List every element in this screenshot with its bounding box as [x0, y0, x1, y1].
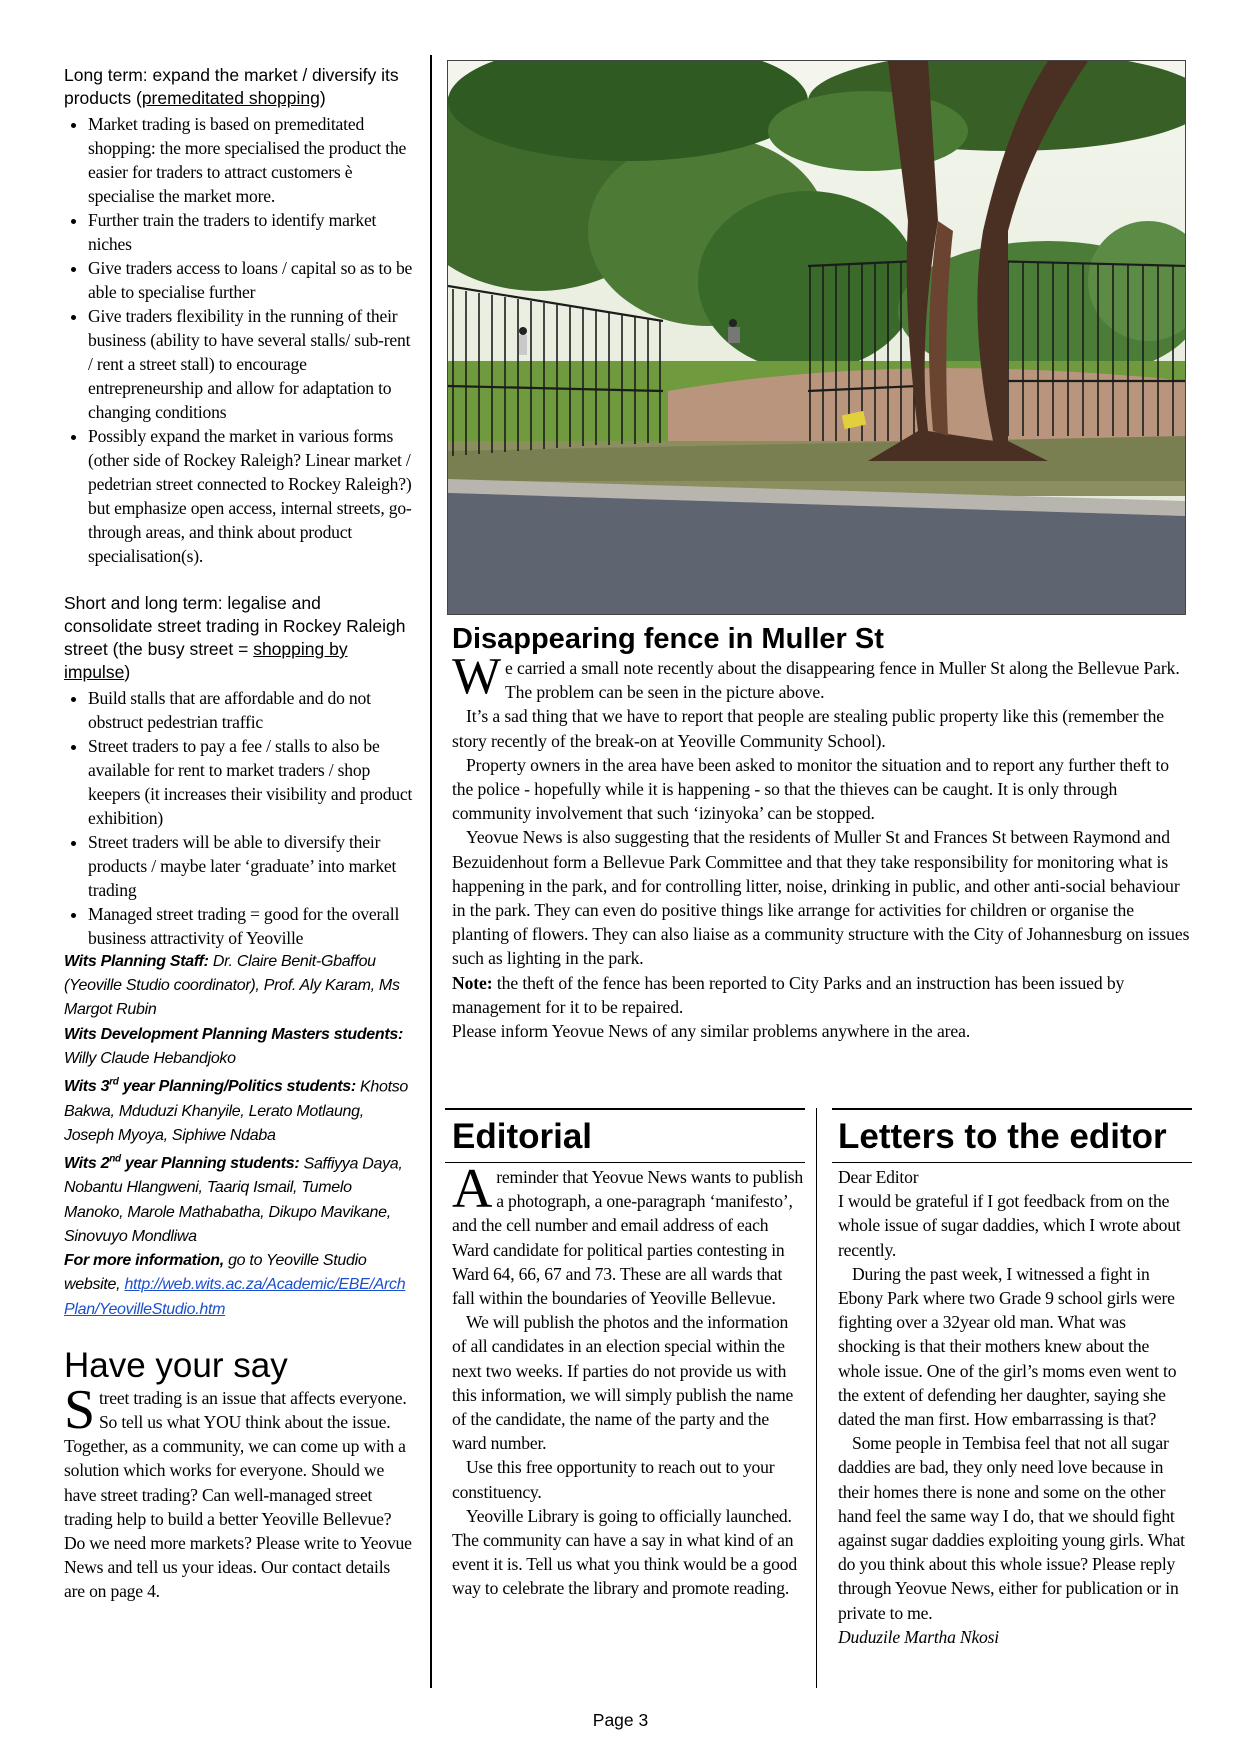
have-your-say-text: Street trading is an issue that affects everyone. So tell us what YOU think about the issue. Together, as a community, we can come up with a solution which works for everyone. Should we have street trading? Can well-managed street trading help to build a better Yeoville Bellevue? Do we need more markets? Please write to Yeovue News and tell us your ideas. Our contact details are on page 4. — [64, 1378, 412, 1602]
legalise-street-trading-heading: Short and long term: legalise and consolidate street trading in Rockey Raleigh street (the busy street = shopping by impulse) — [64, 593, 406, 682]
credits-block: Wits Planning Staff: Dr. Claire Benit-Gbaffou (Yeoville Studio coordinator), Prof. Aly Karam, Ms Margot Rubin Wits Development Planning Masters students: Willy Claude Hebandjoko Wits 3rd year Planning/Politics students: Khotso Bakwa, Mduduzi Khanyile, Lerato Motlaung, Joseph Myoya, Siphiwe Ndaba Wits 2nd year Planning students: Saffiyya Daya, Nobantu Hlangweni, Taariq Ismail, Tumelo Manoko, Marole Mathabatha, Dikupo Mavikane, Sinovuyo Mondliwa For more information, go to Yeoville Studio website, http://web.wits.ac.za/Academic/EBE/ArchPlan/YeovilleStudio.htm — [64, 953, 409, 1318]
credit-label: Wits 3rd year Planning/Politics students: — [64, 1077, 356, 1096]
list-item: • Managed street trading = good for the overall business attractivity of Yeoville — [88, 902, 414, 950]
yeoville-studio-link[interactable]: http://web.wits.ac.za/Academic/EBE/ArchPlan/YeovilleStudio.htm — [64, 1276, 406, 1318]
park-fence-photo — [447, 60, 1186, 615]
letters-section: Letters to the editor Dear Editor I would be grateful if I got feedback from on the whole issue of sugar daddies, which I wrote about recently. During the past week, I witnessed a fight in Ebony Park where two Grade 9 school girls were fighting over a 32year old man. What was shocking is that their mothers knew about the whole issue. One of the girl’s moms even went to the extent of defending her daughter, saying she dated the man first. How embarrassing is that? Some people in Tembisa feel that not all sugar daddies are bad, they only need love because in their homes there is none and some on the other hand feel the same way I do, that we should fight against sugar daddies exploiting young girls. What do you think about this whole issue? Please reply through Yeovue News, either for publication or in private to me. Duduzile Martha Nkosi — [838, 1117, 1190, 1649]
list-item: • Give traders flexibility in the running of their business (ability to have several stalls/ sub-rent / rent a street stall) to encourage entrepreneurship and allow for adaptation to changing conditions — [88, 304, 414, 424]
article-title: Disappearing fence in Muller St — [452, 623, 884, 655]
expand-market-list — [64, 112, 414, 568]
list-item: • Further train the traders to identify market niches — [88, 208, 414, 256]
list-item: • Give traders access to loans / capital so as to be able to specialise further — [88, 256, 414, 304]
legalise-list — [64, 686, 414, 950]
credit-label: For more information, — [64, 1252, 224, 1270]
credit-label: Wits Planning Staff: — [64, 953, 209, 970]
have-your-say-section — [64, 1346, 414, 1604]
expand-market-heading: Long term: expand the market / diversify its products (premeditated shopping) — [64, 65, 399, 108]
muller-st-article: Disappearing fence in Muller St We carried a small note recently about the disappearing fence in Muller St along the Bellevue Park. The problem can be seen in the picture above. It’s a sad thing that we have to report that people are stealing public property like this (remember the story recently of the break-on at Yeoville Community School). Property owners in the area have been asked to monitor the situation and to report any further theft to the police - hopefully while it is happening - so that the thieves can be caught. It is only through community involvement that such ‘izinyoka’ can be stopped. Yeovue News is also suggesting that the residents of Muller St and Frances St between Raymond and Bezuidenhout form a Bellevue Park Committee and that they take responsibility for monitoring what is happening in the park, and for controlling litter, noise, drinking in public, and other anti-social behaviour in the park. They can even do positive things like arrange for activities for children or organise the planting of flowers. They can also liaise as a community structure with the City of Johannesburg on issues such as lighting in the park. Note: the theft of the fence has been reported to City Parks and an instruction has been issued by management for it to be repaired. Please inform Yeovue News of any similar problems anywhere in the area. — [452, 622, 1192, 1043]
column-divider — [430, 55, 432, 1688]
editorial-top-rule — [445, 1108, 805, 1110]
list-item: • Street traders to pay a fee / stalls to also be available for rent to market traders / shop keepers (it increases their visibility and product exhibition) — [88, 734, 414, 830]
left-column — [64, 64, 414, 1604]
list-item: • Street traders will be able to diversify their products / maybe later ‘graduate’ into market trading — [88, 830, 414, 902]
list-item: • Possibly expand the market in various forms (other side of Rockey Raleigh? Linear market / pedetrian street connected to Rockey Raleigh?) but emphasize open access, internal streets, go-through areas, and think about product specialisation(s). — [88, 424, 414, 568]
credit-label: Wits 2nd year Planning students: — [64, 1153, 300, 1173]
credit-label: Wits Development Planning Masters students: — [64, 1025, 404, 1043]
page-number: Page 3 — [592, 1710, 649, 1730]
letters-title: Letters to the editor — [838, 1117, 1167, 1156]
letters-top-rule — [832, 1108, 1192, 1110]
letter-signature: Duduzile Martha Nkosi — [838, 1626, 999, 1647]
list-item: • Build stalls that are affordable and do not obstruct pedestrian traffic — [88, 686, 414, 734]
list-item: • Market trading is based on premeditated shopping: the more specialised the product the easier for traders to attract customers è specialise the market more. — [88, 112, 414, 208]
bottom-column-divider — [816, 1108, 817, 1688]
editorial-section: Editorial A reminder that Yeovue News wants to publish a photograph, a one-paragraph ‘manifesto’, and the cell number and email address of each Ward candidate for political parties contesting in Ward 64, 66, 67 and 73. These are all wards that fall within the boundaries of Yeoville Bellevue. We will publish the photos and the information of all candidates in an election special within the next two weeks. If parties do not provide us with this information, we will simply publish the name of the candidate, the name of the party and the ward number. Use this free opportunity to reach out to your constituency. Yeoville Library is going to officially launched. The community can have a say in what kind of an event it is. Tell us what you think would be a good way to celebrate the library and promote reading. — [452, 1117, 804, 1599]
have-your-say-title: Have your say — [64, 1345, 288, 1385]
editorial-title: Editorial — [452, 1117, 593, 1156]
